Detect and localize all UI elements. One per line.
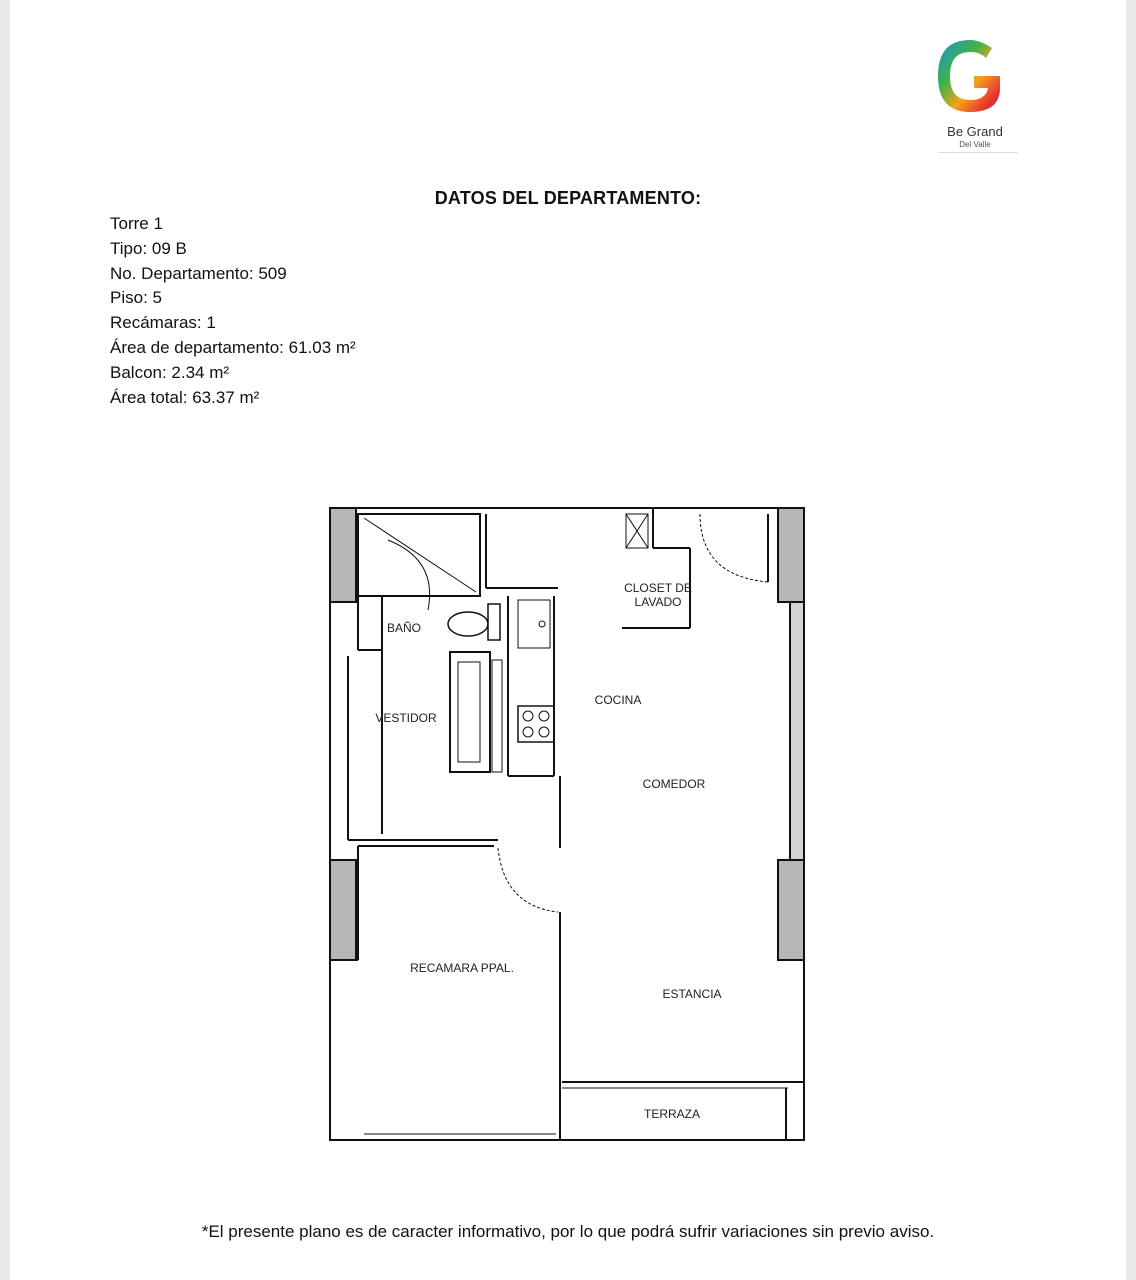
room-terraza-label: TERRAZA — [643, 1107, 701, 1121]
disclaimer-text: *El presente plano es de caracter informativo, por lo que podrá sufrir variaciones sin previo aviso. — [201, 1222, 935, 1241]
apartment-details — [110, 212, 356, 410]
detail-balcony-area: Balcon: 2.34 m² — [110, 362, 230, 382]
be-grand-logo-icon — [930, 36, 1020, 120]
room-closet-lavado-label-2: LAVADO — [634, 595, 682, 609]
room-cocina-label: COCINA — [594, 693, 642, 707]
room-closet-lavado-label-1: CLOSET DE — [624, 581, 692, 595]
brand-name: Be Grand — [947, 124, 1003, 139]
room-recamara-label: RECAMARA PPAL. — [410, 961, 514, 975]
detail-total-area: Área total: 63.37 m² — [110, 387, 260, 407]
detail-type: Tipo: 09 B — [110, 238, 187, 258]
brand-logo — [930, 36, 1026, 156]
room-bano-label: BAÑO — [386, 621, 422, 635]
page-title: DATOS DEL DEPARTAMENTO: — [434, 188, 702, 208]
detail-floor: Piso: 5 — [110, 288, 162, 308]
floor-plan — [328, 500, 814, 1150]
room-estancia-label: ESTANCIA — [662, 987, 722, 1001]
logo-divider — [938, 152, 1018, 153]
document-page — [10, 0, 1126, 1280]
detail-tower: Torre 1 — [110, 214, 163, 233]
detail-bedrooms: Recámaras: 1 — [110, 313, 216, 333]
brand-subtitle: Del Valle — [959, 140, 991, 149]
floor-plan-drawing — [328, 500, 814, 1150]
room-comedor-label: COMEDOR — [642, 777, 706, 791]
detail-apartment-area: Área de departamento: 61.03 m² — [110, 337, 356, 357]
room-vestidor-label: VESTIDOR — [375, 711, 437, 725]
detail-unit-number: No. Departamento: 509 — [110, 263, 287, 283]
